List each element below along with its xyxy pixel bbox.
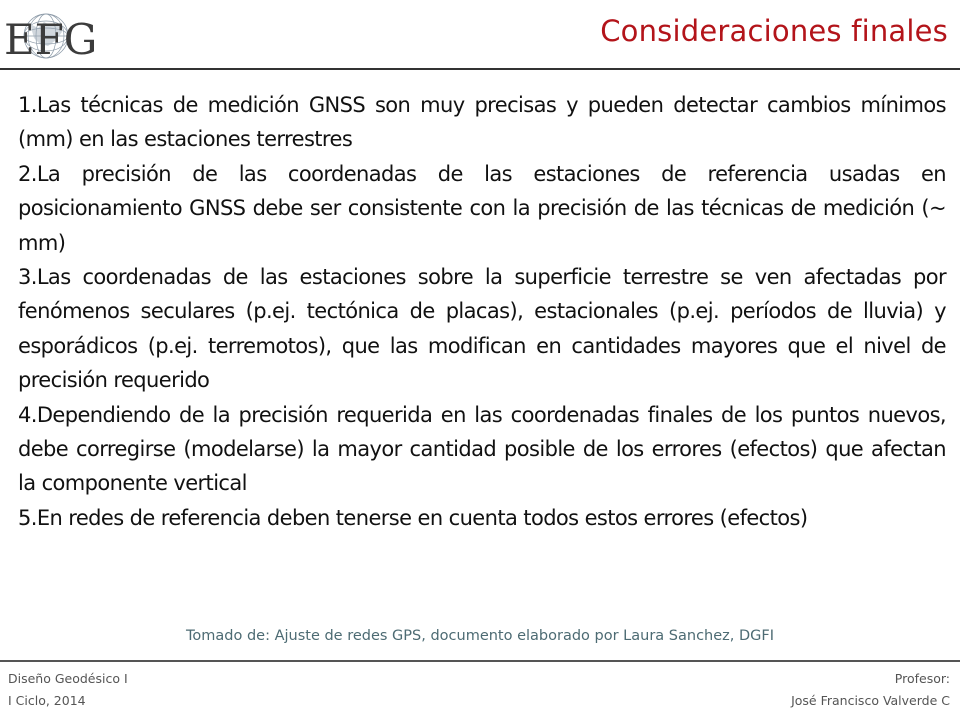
list-item: 3.Las coordenadas de las estaciones sobre la superficie terrestre se ven afectadas por fenómenos seculares (p.ej. tectónica de placas), estacionales (p.ej. períodos de lluvia) y esporádicos (p.ej. terremotos), que las modifican en cantidades mayores que el nivel de precisión requerido	[18, 265, 946, 393]
footer-course-info	[8, 668, 128, 712]
list-item: 2.La precisión de las coordenadas de las estaciones de referencia usadas en posicionamiento GNSS debe ser consistente con la precisión de las técnicas de medición (~ mm)	[18, 161, 946, 255]
course-name: Diseño Geodésico I	[8, 671, 128, 686]
course-term: I Ciclo, 2014	[8, 693, 86, 708]
considerations-list	[18, 88, 946, 535]
list-item: 4.Dependiendo de la precisión requerida en las coordenadas finales de los puntos nuevos, debe corregirse (modelarse) la mayor cantidad posible de los errores (efectos) que afectan la componente vertical	[18, 402, 946, 496]
professor-name: José Francisco Valverde C	[791, 693, 950, 708]
header-divider	[0, 68, 960, 70]
logo-text: EFG	[4, 15, 98, 64]
footer-divider	[0, 660, 960, 662]
efg-logo	[0, 6, 120, 68]
list-item: 1.Las técnicas de medición GNSS son muy precisas y pueden detectar cambios mínimos (mm) en las estaciones terrestres	[18, 93, 946, 152]
slide-title: Consideraciones finales	[600, 14, 948, 48]
professor-label: Profesor:	[894, 671, 950, 686]
source-citation: Tomado de: Ajuste de redes GPS, documento elaborado por Laura Sanchez, DGFI	[185, 628, 775, 644]
footer-professor-info	[791, 668, 950, 712]
list-item: 5.En redes de referencia deben tenerse en cuenta todos estos errores (efectos)	[18, 505, 808, 530]
